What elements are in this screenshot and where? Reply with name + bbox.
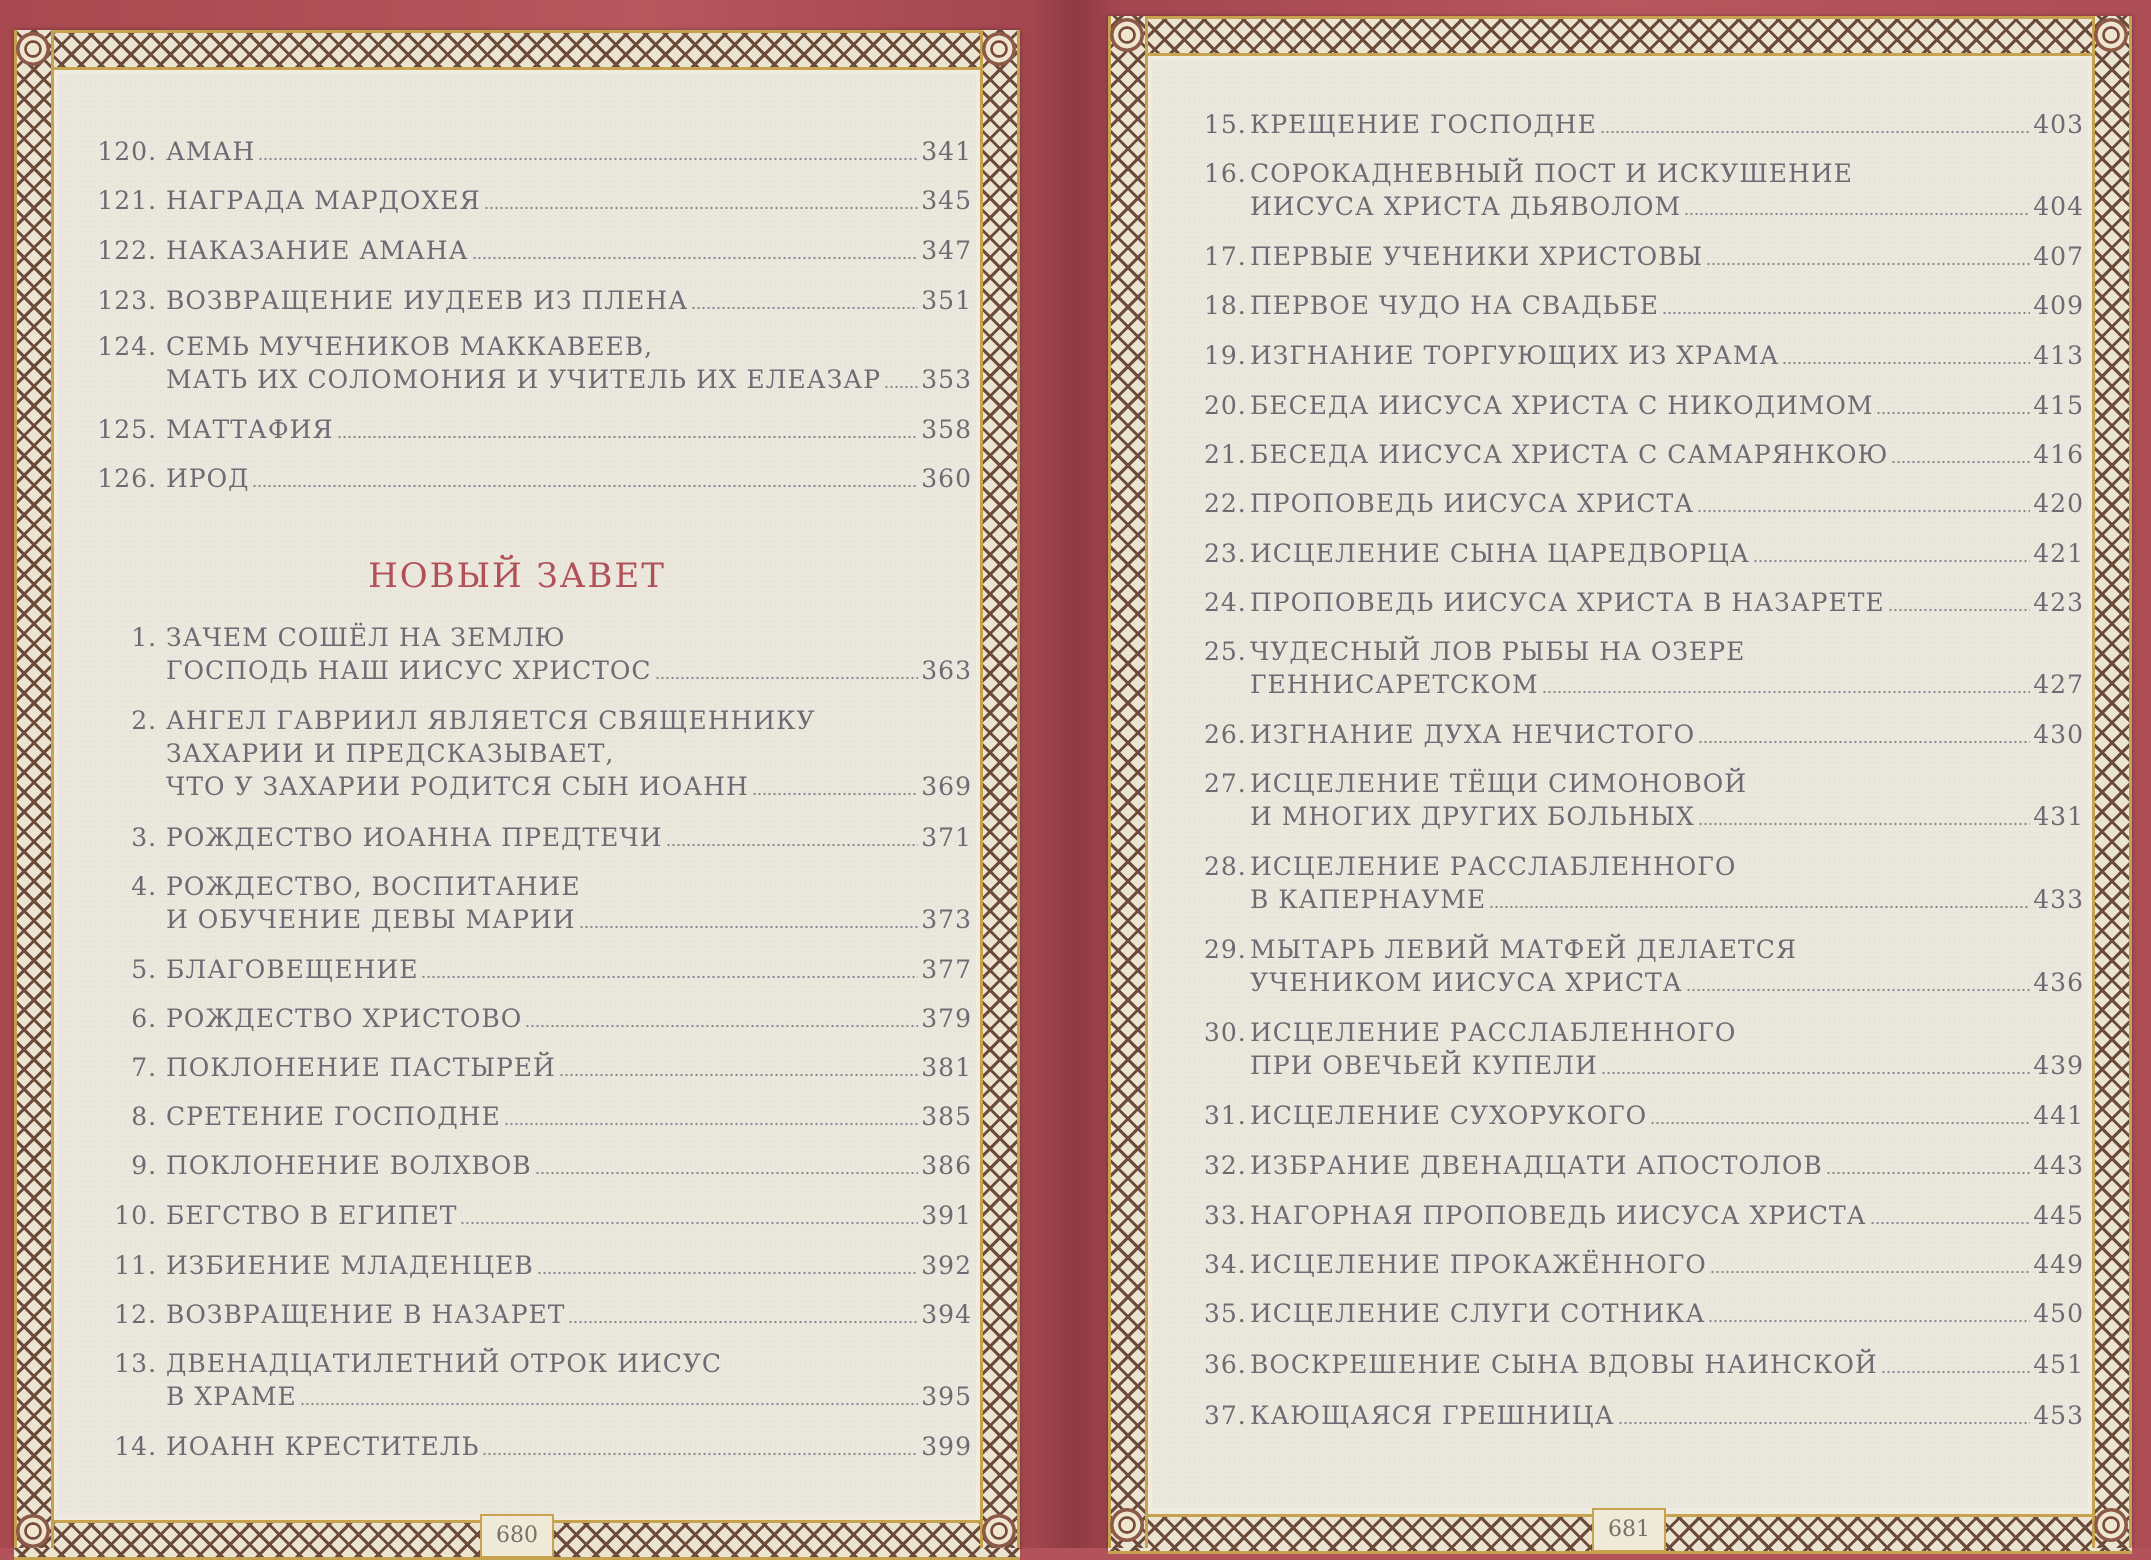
toc-entry-title: ЧТО У ЗАХАРИИ РОДИТСЯ СЫН ИОАНН <box>166 772 749 801</box>
toc-entry <box>92 330 972 396</box>
toc-entry-title: В КАПЕРНАУМЕ <box>1250 885 1487 914</box>
toc-entry-page-number: 394 <box>921 1300 972 1329</box>
toc-entry <box>1204 635 2084 701</box>
ornamental-border-right <box>2092 16 2132 1548</box>
toc-entry <box>1204 487 2084 520</box>
dot-leader <box>535 1171 919 1175</box>
toc-entry <box>92 1298 972 1331</box>
toc-entry-page-number: 451 <box>2033 1350 2084 1379</box>
dot-leader <box>1601 1071 2030 1075</box>
toc-entry-page-number: 345 <box>921 186 972 215</box>
toc-entry-number: 26. <box>1204 720 1256 749</box>
toc-entry-number: 10. <box>114 1201 166 1230</box>
toc-entry-page-number: 404 <box>2033 192 2084 221</box>
toc-entry-page-number: 381 <box>921 1053 972 1082</box>
toc-entry-title: ИСЦЕЛЕНИЕ РАССЛАБЛЕННОГО <box>1250 852 1737 881</box>
toc-entry-page-number: 445 <box>2033 1201 2084 1230</box>
dot-leader <box>504 1122 919 1126</box>
toc-entry-page-number: 358 <box>921 415 972 444</box>
dot-leader <box>1698 740 2030 744</box>
toc-entry-page-number: 386 <box>921 1151 972 1180</box>
toc-entry-number: 12. <box>114 1300 166 1329</box>
toc-entry <box>1204 1297 2084 1330</box>
toc-entry-number: 11. <box>114 1251 166 1280</box>
toc-entry-page-number: 377 <box>921 955 972 984</box>
toc-entry-title: ПЕРВЫЕ УЧЕНИКИ ХРИСТОВЫ <box>1250 242 1704 271</box>
dot-leader <box>525 1024 918 1028</box>
toc-entry-number: 18. <box>1204 291 1256 320</box>
dot-leader <box>252 484 918 488</box>
dot-leader <box>666 843 919 847</box>
dot-leader <box>884 385 918 389</box>
ornamental-border-top <box>14 30 1020 70</box>
toc-entry <box>92 1430 972 1463</box>
toc-entry-title: КАЮЩАЯСЯ ГРЕШНИЦА <box>1250 1401 1615 1430</box>
toc-entry <box>92 135 972 168</box>
toc-entry <box>92 821 972 854</box>
toc-entry-page-number: 423 <box>2033 588 2084 617</box>
toc-entry <box>1204 537 2084 570</box>
toc-entry-number: 22. <box>1204 489 1256 518</box>
toc-entry-page-number: 453 <box>2033 1401 2084 1430</box>
toc-entry-title: ВОСКРЕШЕНИЕ СЫНА ВДОВЫ НАИНСКОЙ <box>1250 1350 1878 1379</box>
toc-entry-number: 121. <box>97 186 166 215</box>
toc-entry-page-number: 351 <box>921 286 972 315</box>
toc-entry-title: ДВЕНАДЦАТИЛЕТНИЙ ОТРОК ИИСУС <box>166 1349 723 1378</box>
dot-leader <box>579 925 919 929</box>
corner-rosette-icon <box>2094 1508 2128 1542</box>
toc-entry-title: МАТТАФИЯ <box>166 415 334 444</box>
toc-entry-title: БЕГСТВО В ЕГИПЕТ <box>166 1201 458 1230</box>
page-number: 680 <box>480 1514 554 1558</box>
toc-entry <box>92 621 972 687</box>
toc-entry <box>1204 1348 2084 1381</box>
toc-entry <box>92 462 972 495</box>
dot-leader <box>1542 690 2031 694</box>
dot-leader <box>1618 1421 2031 1425</box>
toc-entry-number: 13. <box>114 1349 166 1378</box>
toc-entry-number: 23. <box>1204 539 1256 568</box>
dot-leader <box>1710 1270 2031 1274</box>
toc-entry-title: НАГОРНАЯ ПРОПОВЕДЬ ИИСУСА ХРИСТА <box>1250 1201 1867 1230</box>
dot-leader <box>1782 361 2030 365</box>
toc-entry-page-number: 450 <box>2033 1299 2084 1328</box>
toc-entry <box>1204 1099 2084 1132</box>
toc-entry-title: ИЗБРАНИЕ ДВЕНАДЦАТИ АПОСТОЛОВ <box>1250 1151 1823 1180</box>
dot-leader <box>1706 262 2030 266</box>
ornamental-border-top <box>1108 16 2132 56</box>
toc-entry-title: АНГЕЛ ГАВРИИЛ ЯВЛЯЕТСЯ СВЯЩЕННИКУ <box>166 706 816 735</box>
toc-entry-number: 33. <box>1204 1201 1256 1230</box>
toc-entry <box>92 184 972 217</box>
toc-entry <box>92 1051 972 1084</box>
toc-entry-page-number: 441 <box>2033 1101 2084 1130</box>
toc-entry-title: И МНОГИХ ДРУГИХ БОЛЬНЫХ <box>1250 802 1695 831</box>
toc-entry-number: 125. <box>97 415 166 444</box>
corner-rosette-icon <box>982 1514 1016 1548</box>
dot-leader <box>1708 1319 2030 1323</box>
toc-entry-page-number: 436 <box>2033 968 2084 997</box>
toc-entry-number: 27. <box>1204 769 1256 798</box>
toc-entry-title: МЫТАРЬ ЛЕВИЙ МАТФЕЙ ДЕЛАЕТСЯ <box>1250 935 1798 964</box>
toc-entry <box>1204 850 2084 916</box>
toc-entry <box>1204 438 2084 471</box>
toc-entry-number: 35. <box>1204 1299 1256 1328</box>
toc-entry-title: ИОАНН КРЕСТИТЕЛЬ <box>166 1432 480 1461</box>
toc-entry-page-number: 409 <box>2033 291 2084 320</box>
toc-entry-number: 34. <box>1204 1250 1256 1279</box>
toc-entry-title: КРЕЩЕНИЕ ГОСПОДНЕ <box>1250 110 1597 139</box>
toc-entry <box>1204 339 2084 372</box>
dot-leader <box>1870 1221 2031 1225</box>
toc-entry-title: РОЖДЕСТВО ИОАННА ПРЕДТЕЧИ <box>166 823 663 852</box>
toc-entry-number: 9. <box>131 1151 166 1180</box>
toc-entry-number: 126. <box>97 464 166 493</box>
dot-leader <box>421 975 918 979</box>
toc-entry-page-number: 379 <box>921 1004 972 1033</box>
dot-leader <box>337 435 919 439</box>
toc-entry <box>1204 108 2084 141</box>
toc-entry-number: 2. <box>131 706 166 735</box>
dot-leader <box>1684 212 2030 216</box>
toc-entry-title: ВОЗВРАЩЕНИЕ В НАЗАРЕТ <box>166 1300 566 1329</box>
dot-leader <box>460 1221 918 1225</box>
toc-entry-number: 37. <box>1204 1401 1256 1430</box>
toc-entry <box>1204 1248 2084 1281</box>
toc-entry-page-number: 407 <box>2033 242 2084 271</box>
toc-entry-number: 21. <box>1204 440 1256 469</box>
toc-entry-title: ИСЦЕЛЕНИЕ РАССЛАБЛЕННОГО <box>1250 1018 1737 1047</box>
toc-entry-title: ИСЦЕЛЕНИЕ СЫНА ЦАРЕДВОРЦА <box>1250 539 1750 568</box>
toc-entry-number: 25. <box>1204 637 1256 666</box>
toc-entry-title: ИСЦЕЛЕНИЕ СУХОРУКОГО <box>1250 1101 1648 1130</box>
toc-entry-number: 8. <box>131 1102 166 1131</box>
dot-leader <box>691 306 918 310</box>
toc-entry-title: МАТЬ ИХ СОЛОМОНИЯ И УЧИТЕЛЬ ИХ ЕЛЕАЗАР <box>166 365 882 394</box>
toc-entry <box>92 234 972 267</box>
dot-leader <box>1650 1121 2030 1125</box>
toc-entry <box>1204 1399 2084 1432</box>
dot-leader <box>1888 608 2031 612</box>
toc-entry-title: ИЗБИЕНИЕ МЛАДЕНЦЕВ <box>166 1251 534 1280</box>
toc-entry-page-number: 385 <box>921 1102 972 1131</box>
toc-entry-page-number: 391 <box>921 1201 972 1230</box>
section-heading: НОВЫЙ ЗАВЕТ <box>368 556 666 596</box>
dot-leader <box>258 157 918 161</box>
corner-rosette-icon <box>1110 18 1144 52</box>
toc-entry <box>92 1199 972 1232</box>
left-page <box>14 30 1020 1548</box>
dot-leader <box>1686 988 2031 992</box>
dot-leader <box>482 1452 918 1456</box>
toc-entry-number: 5. <box>131 955 166 984</box>
toc-entry-title: ВОЗВРАЩЕНИЕ ИУДЕЕВ ИЗ ПЛЕНА <box>166 286 689 315</box>
dot-leader <box>1876 411 2030 415</box>
toc-entry <box>1204 157 2084 223</box>
dot-leader <box>568 1320 918 1324</box>
toc-entry-number: 6. <box>131 1004 166 1033</box>
dot-leader <box>655 676 919 680</box>
toc-entry-title: ГОСПОДЬ НАШ ИИСУС ХРИСТОС <box>166 656 652 685</box>
toc-entry-number: 3. <box>131 823 166 852</box>
toc-entry-page-number: 395 <box>921 1382 972 1411</box>
toc-entry-title: В ХРАМЕ <box>166 1382 297 1411</box>
toc-entry-number: 4. <box>131 872 166 901</box>
toc-entry-title: ИСЦЕЛЕНИЕ СЛУГИ СОТНИКА <box>1250 1299 1706 1328</box>
toc-entry <box>1204 289 2084 322</box>
toc-entry-number: 36. <box>1204 1350 1256 1379</box>
toc-entry-number: 14. <box>114 1432 166 1461</box>
toc-entry <box>92 704 972 803</box>
toc-entry-number: 24. <box>1204 588 1256 617</box>
toc-entry <box>92 1149 972 1182</box>
toc-entry-page-number: 449 <box>2033 1250 2084 1279</box>
toc-entry-title: ИЗГНАНИЕ ТОРГУЮЩИХ ИЗ ХРАМА <box>1250 341 1780 370</box>
dot-leader <box>1698 822 2030 826</box>
toc-entry-page-number: 371 <box>921 823 972 852</box>
right-page <box>1108 16 2132 1548</box>
toc-entry-number: 29. <box>1204 935 1256 964</box>
toc-entry-page-number: 399 <box>921 1432 972 1461</box>
toc-entry <box>92 1347 972 1413</box>
toc-entry <box>92 413 972 446</box>
ornamental-border-left <box>1108 16 1148 1548</box>
toc-entry <box>1204 389 2084 422</box>
toc-entry-page-number: 443 <box>2033 1151 2084 1180</box>
toc-entry-title: СЕМЬ МУЧЕНИКОВ МАККАВЕЕВ, <box>166 332 654 361</box>
toc-entry-page-number: 420 <box>2033 489 2084 518</box>
toc-entry <box>1204 767 2084 833</box>
dot-leader <box>1891 460 2030 464</box>
toc-entry-title: РОЖДЕСТВО ХРИСТОВО <box>166 1004 523 1033</box>
toc-entry-title: ПРОПОВЕДЬ ИИСУСА ХРИСТА <box>1250 489 1695 518</box>
toc-entry-number: 7. <box>131 1053 166 1082</box>
toc-entry-page-number: 433 <box>2033 885 2084 914</box>
toc-entry-page-number: 360 <box>921 464 972 493</box>
toc-entry-title: ПРОПОВЕДЬ ИИСУСА ХРИСТА В НАЗАРЕТЕ <box>1250 588 1885 617</box>
dot-leader <box>1600 130 2030 134</box>
toc-entry-page-number: 413 <box>2033 341 2084 370</box>
toc-entry <box>1204 933 2084 999</box>
toc-entry <box>1204 586 2084 619</box>
toc-entry-page-number: 431 <box>2033 802 2084 831</box>
dot-leader <box>1826 1171 2031 1175</box>
toc-entry-title: БЕСЕДА ИИСУСА ХРИСТА С САМАРЯНКОЮ <box>1250 440 1889 469</box>
toc-entry-page-number: 415 <box>2033 391 2084 420</box>
toc-entry-title: НАКАЗАНИЕ АМАНА <box>166 236 469 265</box>
toc-entry-title: ПОКЛОНЕНИЕ ПАСТЫРЕЙ <box>166 1053 556 1082</box>
toc-entry-number: 120. <box>97 137 166 166</box>
toc-entry-number: 30. <box>1204 1018 1256 1047</box>
toc-entry-number: 122. <box>97 236 166 265</box>
toc-entry-title: АМАН <box>166 137 256 166</box>
toc-entry-title: ПРИ ОВЕЧЬЕЙ КУПЕЛИ <box>1250 1051 1598 1080</box>
toc-entry-title: УЧЕНИКОМ ИИСУСА ХРИСТА <box>1250 968 1683 997</box>
toc-entry-number: 123. <box>97 286 166 315</box>
toc-entry-title: ИСЦЕЛЕНИЕ ТЁЩИ СИМОНОВОЙ <box>1250 769 1748 798</box>
toc-entry-number: 28. <box>1204 852 1256 881</box>
toc-entry-page-number: 353 <box>921 365 972 394</box>
toc-entry-title: И ОБУЧЕНИЕ ДЕВЫ МАРИИ <box>166 905 576 934</box>
toc-entry-title: РОЖДЕСТВО, ВОСПИТАНИЕ <box>166 872 581 901</box>
toc-entry-page-number: 363 <box>921 656 972 685</box>
toc-entry-page-number: 373 <box>921 905 972 934</box>
toc-entry <box>1204 240 2084 273</box>
toc-entry <box>92 1002 972 1035</box>
dot-leader <box>537 1271 918 1275</box>
toc-entry-number: 19. <box>1204 341 1256 370</box>
dot-leader <box>752 792 919 796</box>
toc-entry-number: 20. <box>1204 391 1256 420</box>
toc-entry-title: СОРОКАДНЕВНЫЙ ПОСТ И ИСКУШЕНИЕ <box>1250 159 1853 188</box>
toc-entry-title: ГЕННИСАРЕТСКОМ <box>1250 670 1539 699</box>
toc-entry <box>92 284 972 317</box>
dot-leader <box>559 1073 918 1077</box>
toc-entry-number: 32. <box>1204 1151 1256 1180</box>
dot-leader <box>1662 311 2030 315</box>
dot-leader <box>300 1402 919 1406</box>
toc-entry-number: 17. <box>1204 242 1256 271</box>
ornamental-border-left <box>14 30 54 1548</box>
toc-entry <box>92 1100 972 1133</box>
corner-rosette-icon <box>2094 18 2128 52</box>
toc-entry-number: 124. <box>97 332 166 361</box>
toc-entry-title: НАГРАДА МАРДОХЕЯ <box>166 186 481 215</box>
page-number: 681 <box>1592 1508 1666 1552</box>
toc-entry-page-number: 421 <box>2033 539 2084 568</box>
toc-entry <box>1204 1149 2084 1182</box>
toc-entry-title: ПОКЛОНЕНИЕ ВОЛХВОВ <box>166 1151 532 1180</box>
corner-rosette-icon <box>16 32 50 66</box>
toc-entry <box>1204 1016 2084 1082</box>
toc-entry-number: 16. <box>1204 159 1256 188</box>
toc-entry-title: ЗАЧЕМ СОШЁЛ НА ЗЕМЛЮ <box>166 623 566 652</box>
corner-rosette-icon <box>982 32 1016 66</box>
dot-leader <box>1489 905 2030 909</box>
ornamental-border-right <box>980 30 1020 1548</box>
toc-entry-page-number: 369 <box>921 772 972 801</box>
toc-entry-title: ПЕРВОЕ ЧУДО НА СВАДЬБЕ <box>1250 291 1659 320</box>
toc-entry-page-number: 392 <box>921 1251 972 1280</box>
toc-entry-page-number: 341 <box>921 137 972 166</box>
toc-entry <box>92 953 972 986</box>
toc-entry-page-number: 403 <box>2033 110 2084 139</box>
toc-entry-title: БЕСЕДА ИИСУСА ХРИСТА С НИКОДИМОМ <box>1250 391 1874 420</box>
toc-entry-title: ЗАХАРИИ И ПРЕДСКАЗЫВАЕТ, <box>166 739 615 768</box>
toc-entry-page-number: 427 <box>2033 670 2084 699</box>
toc-entry-number: 1. <box>131 623 166 652</box>
toc-entry <box>1204 718 2084 751</box>
toc-entry-title: БЛАГОВЕЩЕНИЕ <box>166 955 419 984</box>
toc-entry-title: ЧУДЕСНЫЙ ЛОВ РЫБЫ НА ОЗЕРЕ <box>1250 637 1746 666</box>
toc-entry <box>1204 1199 2084 1232</box>
dot-leader <box>1697 509 2030 513</box>
toc-entry-page-number: 439 <box>2033 1051 2084 1080</box>
toc-entry-title: СРЕТЕНИЕ ГОСПОДНЕ <box>166 1102 501 1131</box>
toc-entry-number: 15. <box>1204 110 1256 139</box>
toc-entry-page-number: 430 <box>2033 720 2084 749</box>
toc-entry-title: ИСЦЕЛЕНИЕ ПРОКАЖЁННОГО <box>1250 1250 1707 1279</box>
corner-rosette-icon <box>1110 1508 1144 1542</box>
dot-leader <box>484 206 919 210</box>
toc-entry-number: 31. <box>1204 1101 1256 1130</box>
toc-entry-title: ИИСУСА ХРИСТА ДЬЯВОЛОМ <box>1250 192 1682 221</box>
corner-rosette-icon <box>16 1514 50 1548</box>
toc-entry-page-number: 347 <box>921 236 972 265</box>
toc-entry <box>92 1249 972 1282</box>
toc-entry <box>92 870 972 936</box>
toc-entry-title: ИЗГНАНИЕ ДУХА НЕЧИСТОГО <box>1250 720 1696 749</box>
toc-entry-title: ИРОД <box>166 464 250 493</box>
dot-leader <box>472 256 919 260</box>
dot-leader <box>1753 559 2030 563</box>
toc-entry-page-number: 416 <box>2033 440 2084 469</box>
dot-leader <box>1881 1370 2031 1374</box>
